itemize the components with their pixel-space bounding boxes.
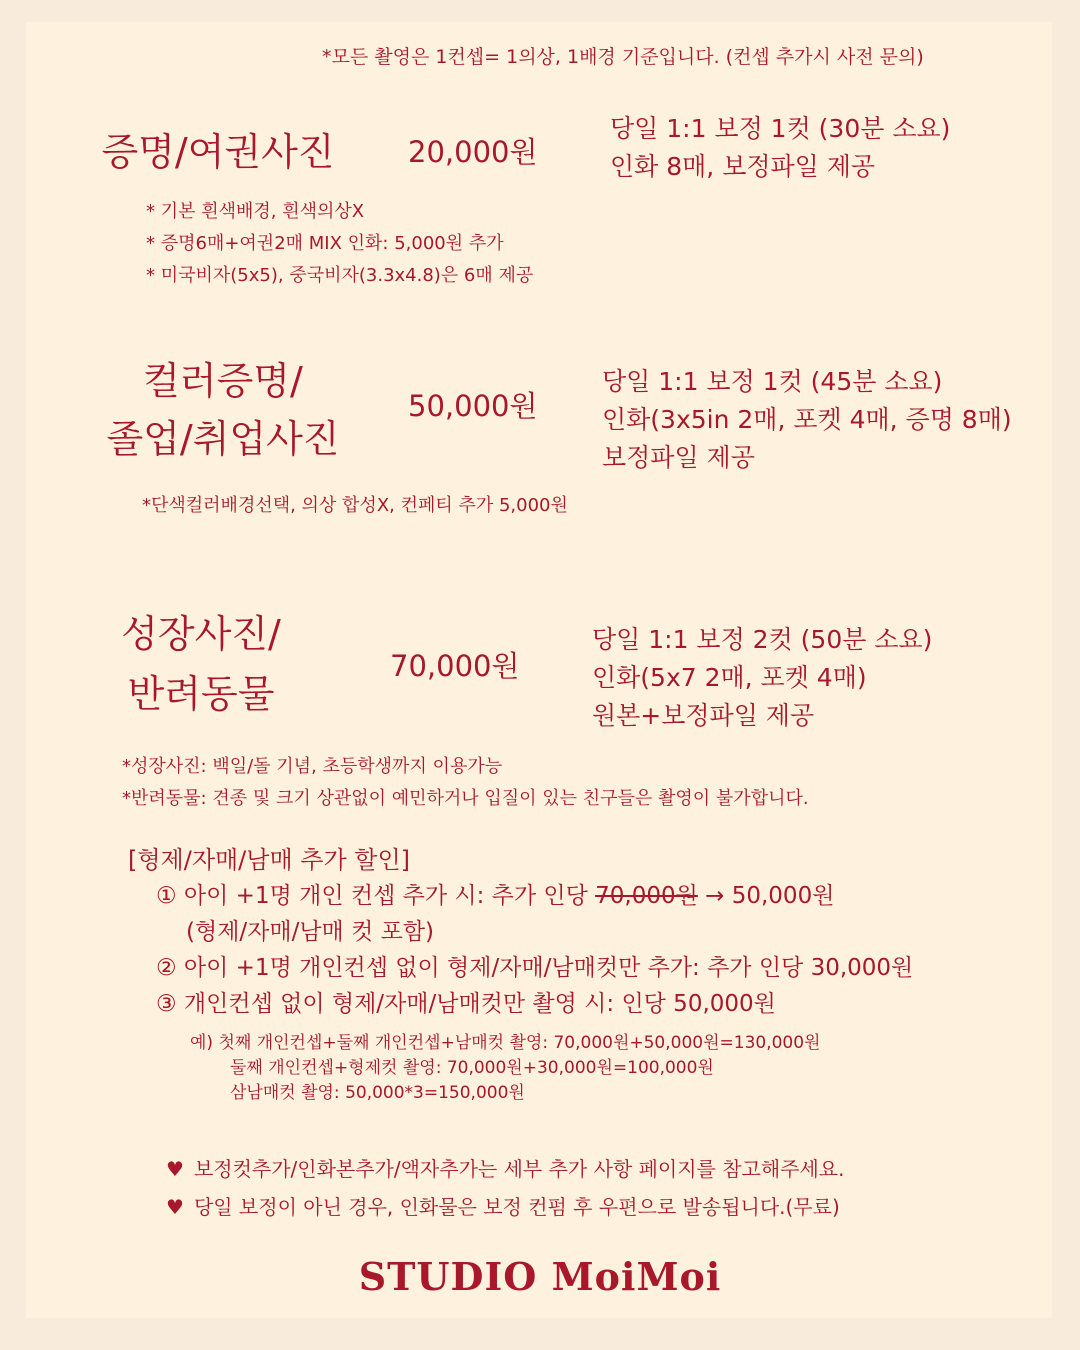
info-item — [166, 1150, 844, 1188]
discount-item-1 — [156, 878, 913, 914]
section-details-id-photo — [610, 110, 950, 186]
section-price-growth-pet: 70,000원 — [390, 649, 520, 683]
section-title-color-id — [78, 352, 368, 468]
note-line: * 증명6매+여권2매 MIX 인화: 5,000원 추가 — [146, 233, 504, 254]
note-line: *반려동물: 견종 및 크기 상관없이 예민하거나 입질이 있는 친구들은 촬영이 불가합니다. — [122, 788, 809, 809]
discount-list — [156, 878, 913, 1022]
section-details-growth-pet — [592, 621, 932, 735]
section-notes-id-photo — [146, 196, 533, 292]
info-list — [166, 1150, 844, 1226]
heart-icon: ♥ — [166, 1195, 184, 1219]
detail-line: 인화 8매, 보정파일 제공 — [610, 152, 876, 181]
discount-item-1-sub: (형제/자매/남매 컷 포함) — [186, 919, 435, 945]
detail-line: 당일 1:1 보정 2컷 (50분 소요) — [592, 625, 933, 654]
section-title-line: 반려동물 — [127, 672, 275, 716]
section-details-color-id — [602, 363, 1012, 477]
note-line: * 기본 흰색배경, 흰색의상X — [146, 201, 365, 222]
detail-line: 당일 1:1 보정 1컷 (45분 소요) — [602, 367, 943, 396]
section-notes-color-id — [142, 490, 568, 522]
discount-item-3: ③ 개인컨셉 없이 형제/자매/남매컷만 촬영 시: 인당 50,000원 — [156, 991, 776, 1017]
discount-old-price: 70,000원 — [595, 883, 698, 909]
detail-line: 인화(5x7 2매, 포켓 4매) — [592, 663, 867, 692]
discount-examples — [190, 1031, 820, 1106]
section-price-color-id: 50,000원 — [408, 389, 538, 423]
detail-line: 원본+보정파일 제공 — [592, 701, 815, 730]
discount-item-2: ② 아이 +1명 개인컨셉 없이 형제/자매/남매컷만 추가: 추가 인당 30,000원 — [156, 955, 914, 981]
note-line: *단색컬러배경선택, 의상 합성X, 컨페티 추가 5,000원 — [142, 495, 568, 516]
detail-line: 보정파일 제공 — [602, 443, 755, 472]
section-title-line: 증명/여권사진 — [101, 130, 335, 174]
discount-title: [형제/자매/남매 추가 할인] — [128, 846, 410, 874]
brand-logo: STUDIO MoiMoi — [358, 1254, 722, 1299]
section-price-id-photo: 20,000원 — [408, 135, 538, 169]
section-title-line: 성장사진/ — [121, 612, 281, 656]
detail-line: 인화(3x5in 2매, 포켓 4매, 증명 8매) — [602, 405, 1012, 434]
heart-icon: ♥ — [166, 1157, 184, 1181]
section-title-line: 졸업/취업사진 — [106, 417, 340, 461]
discount-new-price: → 50,000원 — [697, 883, 835, 909]
detail-line: 당일 1:1 보정 1컷 (30분 소요) — [610, 114, 951, 143]
example-line: 둘째 개인컨셉+형제컷 촬영: 70,000원+30,000원=100,000원 — [230, 1058, 714, 1078]
example-line: 삼남매컷 촬영: 50,000*3=150,000원 — [230, 1083, 525, 1103]
concept-notice: *모든 촬영은 1컨셉= 1의상, 1배경 기준입니다. (컨셉 추가시 사전 문의) — [322, 46, 924, 68]
info-text: 당일 보정이 아닌 경우, 인화물은 보정 컨펌 후 우편으로 발송됩니다.(무료) — [193, 1195, 840, 1219]
info-text: 보정컷추가/인화본추가/액자추가는 세부 추가 사항 페이지를 참고해주세요. — [193, 1157, 845, 1181]
note-line: *성장사진: 백일/돌 기념, 초등학생까지 이용가능 — [122, 756, 503, 777]
note-line: * 미국비자(5x5), 중국비자(3.3x4.8)은 6매 제공 — [146, 265, 534, 286]
section-notes-growth-pet — [122, 751, 809, 815]
info-item — [166, 1188, 844, 1226]
section-title-id-photo — [80, 128, 356, 176]
section-title-growth-pet — [96, 604, 306, 724]
discount-item-1-text: ① 아이 +1명 개인 컨셉 추가 시: 추가 인당 — [156, 883, 596, 909]
example-line: 예) 첫째 개인컨셉+둘째 개인컨셉+남매컷 촬영: 70,000원+50,000원=130,000원 — [190, 1033, 821, 1053]
section-title-line: 컬러증명/ — [143, 359, 303, 403]
